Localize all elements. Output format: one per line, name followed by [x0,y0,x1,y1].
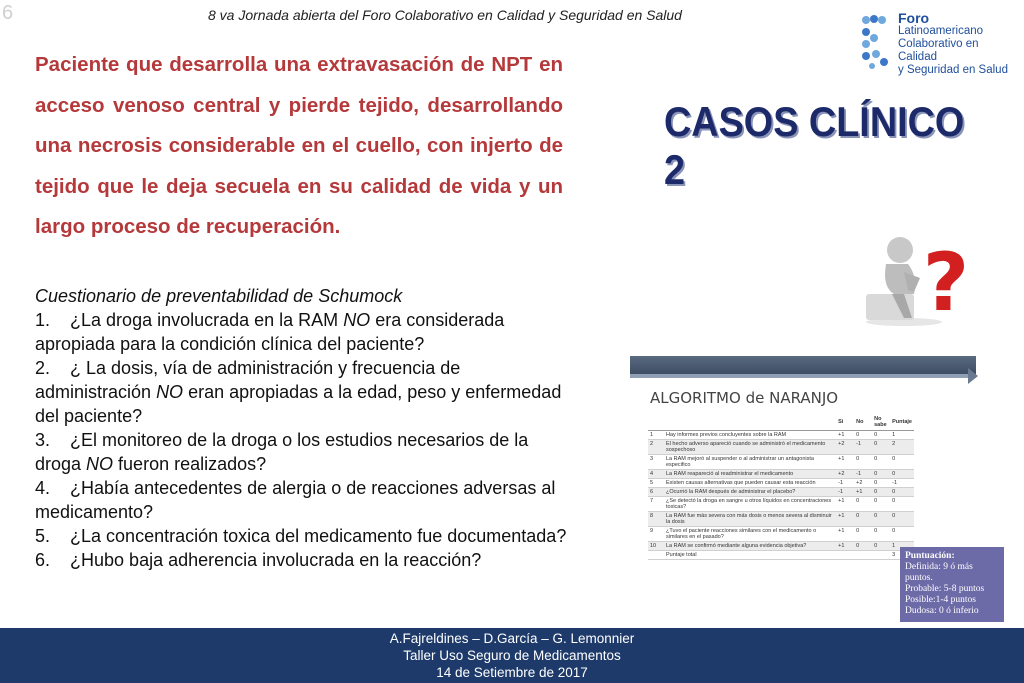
table-cell: 4 [648,470,664,479]
table-cell: 0 [890,512,914,527]
table-cell: 0 [872,431,890,440]
thinking-figure-icon [864,232,984,327]
footer-event: Taller Uso Seguro de Medicamentos [403,648,621,663]
questionnaire-title: Cuestionario de preventabilidad de Schumock [35,286,403,306]
algorithm-title: ALGORITMO de NARANJO [650,389,839,407]
table-cell: 0 [872,470,890,479]
case-description: Paciente que desarrolla una extravasación de NPT en acceso venoso central y pierde tejido, desarrollando una necrosis considerable en el cuello, con injerto de tejido que le deja secuela en su calidad de vida y un largo proceso de recuperación. [35,53,563,238]
panel-arrow-icon [968,368,978,384]
table-cell: 3 [648,455,664,470]
table-row [648,527,914,542]
table-cell: La RAM se confirmó mediante alguna evidencia objetiva? [664,542,836,551]
score-line-2: Probable: 5-8 puntos [905,584,985,594]
logo-line-1: Foro [898,10,930,26]
table-cell: 3 [890,551,914,560]
table-row [648,455,914,470]
table-cell: ¿Tuvo el paciente reacciones similares con el medicamento o similares en el pasado? [664,527,836,542]
score-title: Puntuación: [905,551,955,561]
table-cell: 0 [890,488,914,497]
table-cell: +1 [836,431,854,440]
table-row [648,551,914,560]
table-cell: Hay informes previos concluyentes sobre la RAM [664,431,836,440]
table-cell: 0 [854,431,872,440]
panel-sub-bar [630,374,976,378]
table-cell: 2 [890,440,914,455]
table-cell: 0 [854,455,872,470]
table-cell: 0 [890,470,914,479]
table-cell: -1 [854,440,872,455]
table-row [648,512,914,527]
slide-number: 6 [2,2,14,24]
question-item-6: 6. ¿Hubo baja adherencia involucrada en la reacción? [35,550,482,570]
table-cell: 0 [854,527,872,542]
foro-logo-icon [860,14,896,70]
table-row [648,488,914,497]
naranjo-table [648,414,914,560]
table-body [648,431,914,560]
table-cell: 0 [872,527,890,542]
footer-date: 14 de Setiembre de 2017 [436,665,588,680]
question-item-3: 3. ¿El monitoreo de la droga o los estudios necesarios de la droga NO fueron realizados? [35,430,529,474]
table-cell: -1 [836,479,854,488]
score-line-4: Dudosa: 0 ó inferio [905,606,979,616]
table-cell: +2 [854,479,872,488]
table-row [648,470,914,479]
question-item-5: 5. ¿La concentración toxica del medicamento fue documentada? [35,526,567,546]
table-cell [836,551,854,560]
logo-line-2: Latinoamericano [898,25,984,37]
table-cell: 0 [872,488,890,497]
table-cell: -1 [854,470,872,479]
table-cell: 9 [648,527,664,542]
question-item-4: 4. ¿Había antecedentes de alergia o de reacciones adversas al medicamento? [35,478,556,522]
foro-logo [860,10,1020,76]
table-cell: 1 [890,542,914,551]
table-cell: El hecho adverso apareció cuando se administró el medicamento sospechoso [664,440,836,455]
table-cell: 0 [872,512,890,527]
table-cell: 0 [872,479,890,488]
table-cell: Puntaje total [664,551,836,560]
logo-line-3: Colaborativo en Calidad [898,38,979,63]
table-cell: 0 [872,542,890,551]
table-cell: 8 [648,512,664,527]
table-cell: +1 [836,455,854,470]
table-cell: ¿Se detectó la droga en sangre u otros líquidos en concentraciones toxicas? [664,497,836,512]
slide-title: CASOS CLÍNICO 2 [664,98,965,193]
table-cell: 0 [872,455,890,470]
logo-line-4: y Seguridad en Salud [898,64,1008,76]
table-row [648,497,914,512]
table-cell: +1 [854,488,872,497]
table-cell: +1 [836,527,854,542]
table-cell: 0 [890,497,914,512]
table-row [648,479,914,488]
table-cell: La RAM fue más severa con más dosis o menos severa al disminuir la dosis [664,512,836,527]
table-cell: La RAM reapareció al readministrar el medicamento [664,470,836,479]
table-row [648,431,914,440]
footer-bar [0,628,1024,683]
table-cell: 0 [854,512,872,527]
table-cell: La RAM mejoró al suspender o al administrar un antagonista especifico [664,455,836,470]
table-header-row: Si No No sabe Puntaje [648,414,914,431]
footer-authors: A.Fajreldines – D.García – G. Lemonnier [389,631,635,646]
svg-text:?: ? [922,236,970,327]
table-cell: 2 [648,440,664,455]
table-cell: -1 [836,488,854,497]
table-cell: +1 [836,542,854,551]
table-cell: 7 [648,497,664,512]
table-cell: 0 [872,497,890,512]
score-legend [900,547,1004,622]
table-cell: 0 [890,527,914,542]
table-cell: 5 [648,479,664,488]
table-cell: 0 [854,497,872,512]
table-cell: 0 [854,542,872,551]
table-cell: 0 [890,455,914,470]
question-item-1: 1. ¿La droga involucrada en la RAM NO era considerada apropiada para la condición clínica del paciente? [35,310,505,354]
score-line-1: Definida: 9 ó más puntos. [905,562,973,583]
table-row [648,542,914,551]
table-cell [648,551,664,560]
table-row [648,440,914,455]
table-cell: +2 [836,440,854,455]
table-cell: +2 [836,470,854,479]
panel-top-bar [630,356,976,374]
table-cell: 6 [648,488,664,497]
table-cell: 0 [872,440,890,455]
question-item-2: 2. ¿ La dosis, vía de administración y frecuencia de administración NO eran apropiadas a la edad, peso y enfermedad del paciente? [35,358,562,426]
table-cell [854,551,872,560]
table-cell: 1 [890,431,914,440]
table-cell: -1 [890,479,914,488]
score-line-3: Posible:1-4 puntos [905,595,976,605]
table-cell [872,551,890,560]
schumock-questionnaire [35,284,575,572]
table-cell: ¿Ocurrió la RAM después de administrar el placebo? [664,488,836,497]
table-cell: 1 [648,431,664,440]
table-cell: 10 [648,542,664,551]
table-cell: Existen causas alternativas que pueden causar esta reacción [664,479,836,488]
header-banner: 8 va Jornada abierta del Foro Colaborativo en Calidad y Seguridad en Salud [208,7,682,23]
table-cell: +1 [836,512,854,527]
table-cell: +1 [836,497,854,512]
